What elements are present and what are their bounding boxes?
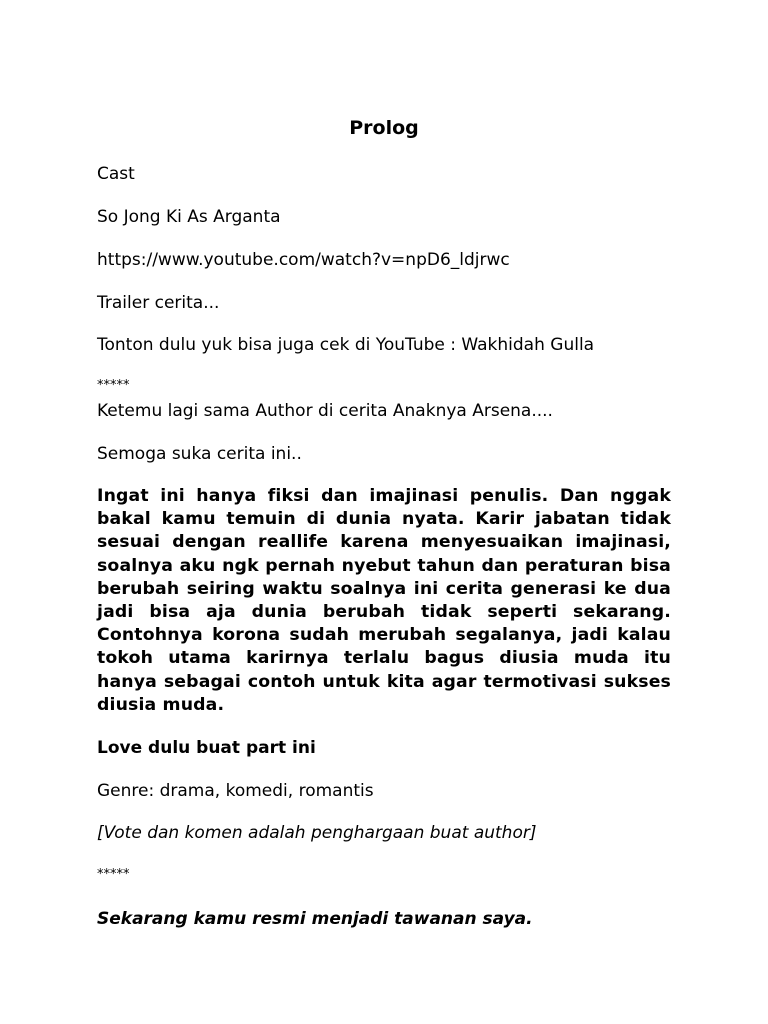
youtube-link[interactable]: https://www.youtube.com/watch?v=npD6_ldjrwc bbox=[97, 250, 510, 270]
cast-line: So Jong Ki As Arganta bbox=[97, 207, 281, 227]
youtube-note: Tonton dulu yuk bisa juga cek di YouTube : Wakhidah Gulla bbox=[97, 335, 595, 355]
meet-again-text: Ketemu lagi sama Author di cerita Anaknya Arsena.... bbox=[97, 401, 553, 421]
separator-stars: ***** bbox=[97, 378, 130, 393]
closing-line: Sekarang kamu resmi menjadi tawanan saya. bbox=[97, 909, 533, 929]
love-text: Love dulu buat part ini bbox=[97, 738, 316, 758]
disclaimer-paragraph: Ingat ini hanya fiksi dan imajinasi penulis. Dan nggak bakal kamu temuin di dunia nyata. Karir jabatan tidak sesuai dengan reallife karena menyesuaikan imajinasi, soalnya aku ngk pernah nyebut tahun dan peraturan bisa berubah seiring waktu soalnya ini cerita generasi ke dua jadi bisa aja dunia berubah tidak seperti sekarang. Contohnya korona sudah merubah segalanya, jadi kalau tokoh utama karirnya terlalu bagus diusia muda itu hanya sebagai contoh untuk kita agar termotivasi sukses diusia muda. bbox=[97, 486, 671, 715]
hope-text: Semoga suka cerita ini.. bbox=[97, 444, 302, 464]
cast-label: Cast bbox=[97, 164, 135, 184]
trailer-text: Trailer cerita... bbox=[97, 293, 220, 313]
page-title: Prolog bbox=[349, 117, 419, 139]
genre-text: Genre: drama, komedi, romantis bbox=[97, 781, 374, 801]
separator-stars-2: ***** bbox=[97, 867, 130, 882]
vote-text: [Vote dan komen adalah penghargaan buat author] bbox=[97, 823, 537, 843]
